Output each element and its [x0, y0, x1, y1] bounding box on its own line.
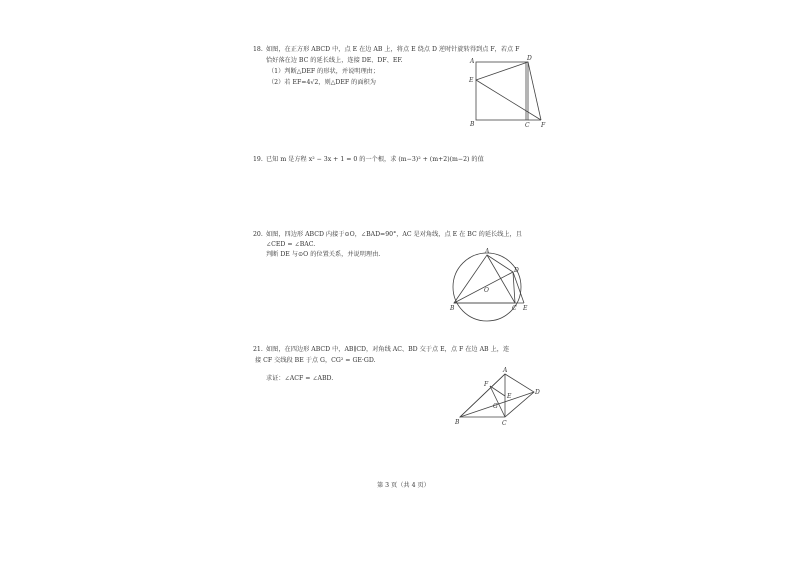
segment-de [476, 62, 528, 80]
q20-label-e: E [523, 305, 528, 312]
segment-ab [460, 374, 505, 417]
q21-line1: 如图，在四边形 ABCD 中，AB∥CD，对角线 AC、BD 交于点 E，点 F 在边 AB 上，连 [266, 346, 510, 353]
q21-line3: 求证：∠ACF = ∠ABD. [266, 375, 334, 382]
q20-line2: ∠CED = ∠BAC. [266, 241, 316, 248]
q20-line3: 判断 DE 与⊙O 的位置关系，并说明理由. [266, 251, 381, 258]
q21-line2: 接 CF 交线段 BE 于点 G，CG² = GE·GD. [255, 357, 376, 364]
q19-number: 19. [253, 156, 263, 163]
q18-line2: 恰好落在边 BC 的延长线上，连接 DE、DF、EF. [266, 57, 403, 64]
page-footer: 第 3 页（共 4 页） [377, 482, 430, 489]
q20-label-d: D [514, 267, 519, 274]
q21-label-f: F [484, 381, 489, 388]
figure-q18 [476, 62, 541, 120]
q18-label-c: C [525, 122, 530, 129]
q21-label-e: E [507, 393, 512, 400]
q21-label-b: B [455, 419, 460, 426]
q18-label-d: D [527, 55, 532, 62]
quad-abcd [454, 255, 515, 303]
q18-number: 18. [253, 46, 263, 53]
q18-label-a: A [470, 58, 475, 65]
q21-label-d: D [535, 389, 540, 396]
q20-label-c: C [512, 305, 517, 312]
q20-number: 20. [253, 231, 263, 238]
q18-part2: （2）若 EF=4√2，则△DEF 的面积为 [268, 79, 376, 86]
q20-label-b: B [450, 305, 455, 312]
q21-label-a: A [503, 367, 508, 374]
q18-part1: （1）判断△DEF 的形状，并说明理由； [268, 68, 380, 75]
q21-label-c: C [502, 420, 507, 427]
q20-label-a: A [485, 248, 490, 255]
figure-q21 [460, 374, 534, 417]
q20-line1: 如图，四边形 ABCD 内接于⊙O，∠BAD=90°，AC 是对角线，点 E 在 BC 的延长线上，且 [266, 231, 522, 238]
q21-number: 21. [253, 346, 263, 353]
q18-label-b: B [470, 121, 475, 128]
q18-label-e: E [469, 77, 474, 84]
q18-line1: 如图，在正方形 ABCD 中，点 E 在边 AB 上，将点 E 绕点 D 逆时针旋转得到点 F，若点 F [266, 46, 520, 53]
q19-text: 已知 m 是方程 x² − 3x + 1 = 0 的一个根，求 (m−3)² + (m+2)(m−2) 的值 [266, 156, 484, 163]
segment-ef [476, 80, 541, 120]
q21-label-g: G [493, 403, 498, 410]
q18-label-f: F [541, 122, 546, 129]
q20-label-o: O [484, 287, 489, 294]
segment-df [528, 62, 541, 120]
